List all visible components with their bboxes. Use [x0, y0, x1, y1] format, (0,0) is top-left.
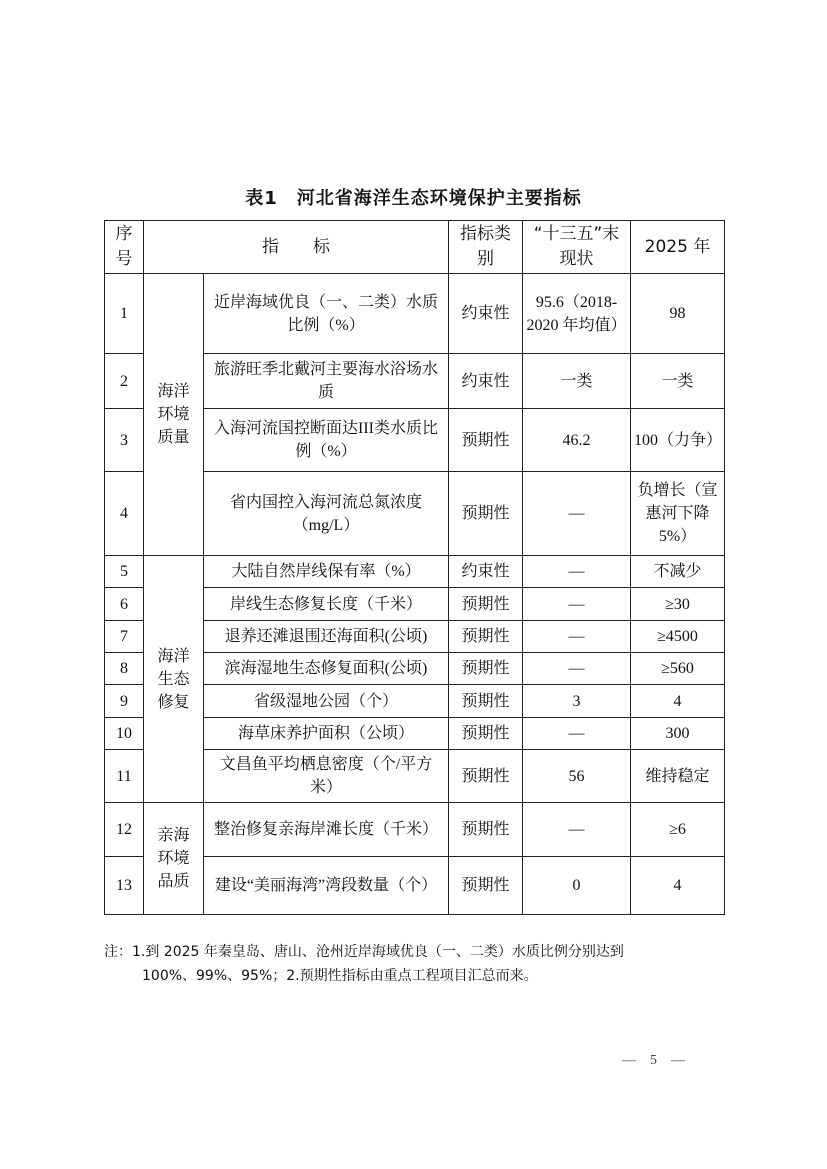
row-target: 4: [631, 685, 725, 718]
row-target: 不减少: [631, 556, 725, 588]
row-group: 海洋生态修复: [144, 556, 204, 803]
row-type: 预期性: [449, 718, 523, 750]
row-indicator: 文昌鱼平均栖息密度（个/平方米）: [204, 750, 449, 803]
indicators-table: [104, 220, 725, 915]
row-type: 约束性: [449, 274, 523, 354]
row-seq: 9: [105, 685, 144, 718]
row-type: 约束性: [449, 556, 523, 588]
row-seq: 6: [105, 588, 144, 621]
row-seq: 13: [105, 857, 144, 915]
table-note: [104, 940, 729, 988]
row-current: —: [523, 556, 631, 588]
row-group: 亲海环境品质: [144, 803, 204, 915]
row-type: 约束性: [449, 354, 523, 409]
row-type: 预期性: [449, 685, 523, 718]
note-line-2: 100%、99%、95%；2.预期性指标由重点工程项目汇总而来。: [142, 968, 538, 984]
row-seq: 12: [105, 803, 144, 857]
row-indicator: 整治修复亲海岸滩长度（千米）: [204, 803, 449, 857]
row-current: 一类: [523, 354, 631, 409]
row-indicator: 建设“美丽海湾”湾段数量（个）: [204, 857, 449, 915]
row-indicator: 海草床养护面积（公顷）: [204, 718, 449, 750]
row-indicator: 滨海湿地生态修复面积(公顷): [204, 653, 449, 685]
row-target: 负增长（宣惠河下降 5%）: [631, 472, 725, 556]
row-seq: 5: [105, 556, 144, 588]
row-group: 海洋环境质量: [144, 274, 204, 556]
note-line-1: 注：1.到 2025 年秦皇岛、唐山、沧州近岸海域优良（一、二类）水质比例分别达到: [104, 944, 624, 960]
row-current: —: [523, 621, 631, 653]
row-indicator: 大陆自然岸线保有率（%）: [204, 556, 449, 588]
row-target: ≥30: [631, 588, 725, 621]
table-title: 表1 河北省海洋生态环境保护主要指标: [245, 188, 582, 209]
row-current: 0: [523, 857, 631, 915]
row-current: 95.6（2018-2020 年均值）: [523, 274, 631, 354]
row-current: 3: [523, 685, 631, 718]
row-current: —: [523, 718, 631, 750]
row-seq: 2: [105, 354, 144, 409]
row-current: —: [523, 653, 631, 685]
row-seq: 7: [105, 621, 144, 653]
row-target: 98: [631, 274, 725, 354]
row-type: 预期性: [449, 750, 523, 803]
row-indicator: 入海河流国控断面达III类水质比例（%）: [204, 409, 449, 472]
table-row: [105, 803, 725, 857]
row-indicator: 退养还滩退围还海面积(公顷): [204, 621, 449, 653]
table-row: [105, 274, 725, 354]
row-indicator: 省级湿地公园（个）: [204, 685, 449, 718]
row-indicator: 省内国控入海河流总氮浓度（mg/L）: [204, 472, 449, 556]
row-target: ≥560: [631, 653, 725, 685]
row-current: —: [523, 472, 631, 556]
row-current: —: [523, 803, 631, 857]
row-type: 预期性: [449, 621, 523, 653]
row-seq: 8: [105, 653, 144, 685]
row-seq: 3: [105, 409, 144, 472]
row-target: 维持稳定: [631, 750, 725, 803]
row-target: ≥6: [631, 803, 725, 857]
row-target: 100（力争）: [631, 409, 725, 472]
row-seq: 10: [105, 718, 144, 750]
row-type: 预期性: [449, 409, 523, 472]
row-type: 预期性: [449, 472, 523, 556]
row-type: 预期性: [449, 653, 523, 685]
row-seq: 1: [105, 274, 144, 354]
row-indicator: 近岸海域优良（一、二类）水质比例（%）: [204, 274, 449, 354]
table-row: [105, 556, 725, 588]
row-target: 300: [631, 718, 725, 750]
row-seq: 4: [105, 472, 144, 556]
row-indicator: 旅游旺季北戴河主要海水浴场水质: [204, 354, 449, 409]
row-seq: 11: [105, 750, 144, 803]
row-target: 4: [631, 857, 725, 915]
header-indicator: 指 标: [144, 221, 449, 274]
header-target: 2025 年: [631, 221, 725, 274]
header-seq: 序号: [105, 221, 144, 274]
row-current: 46.2: [523, 409, 631, 472]
row-type: 预期性: [449, 857, 523, 915]
header-row: [105, 221, 725, 274]
row-current: 56: [523, 750, 631, 803]
page-number: — 5 —: [622, 1053, 685, 1068]
row-type: 预期性: [449, 803, 523, 857]
row-target: ≥4500: [631, 621, 725, 653]
header-type: 指标类别: [449, 221, 523, 274]
row-indicator: 岸线生态修复长度（千米）: [204, 588, 449, 621]
row-target: 一类: [631, 354, 725, 409]
row-current: —: [523, 588, 631, 621]
row-type: 预期性: [449, 588, 523, 621]
header-current: “十三五”末现状: [523, 221, 631, 274]
